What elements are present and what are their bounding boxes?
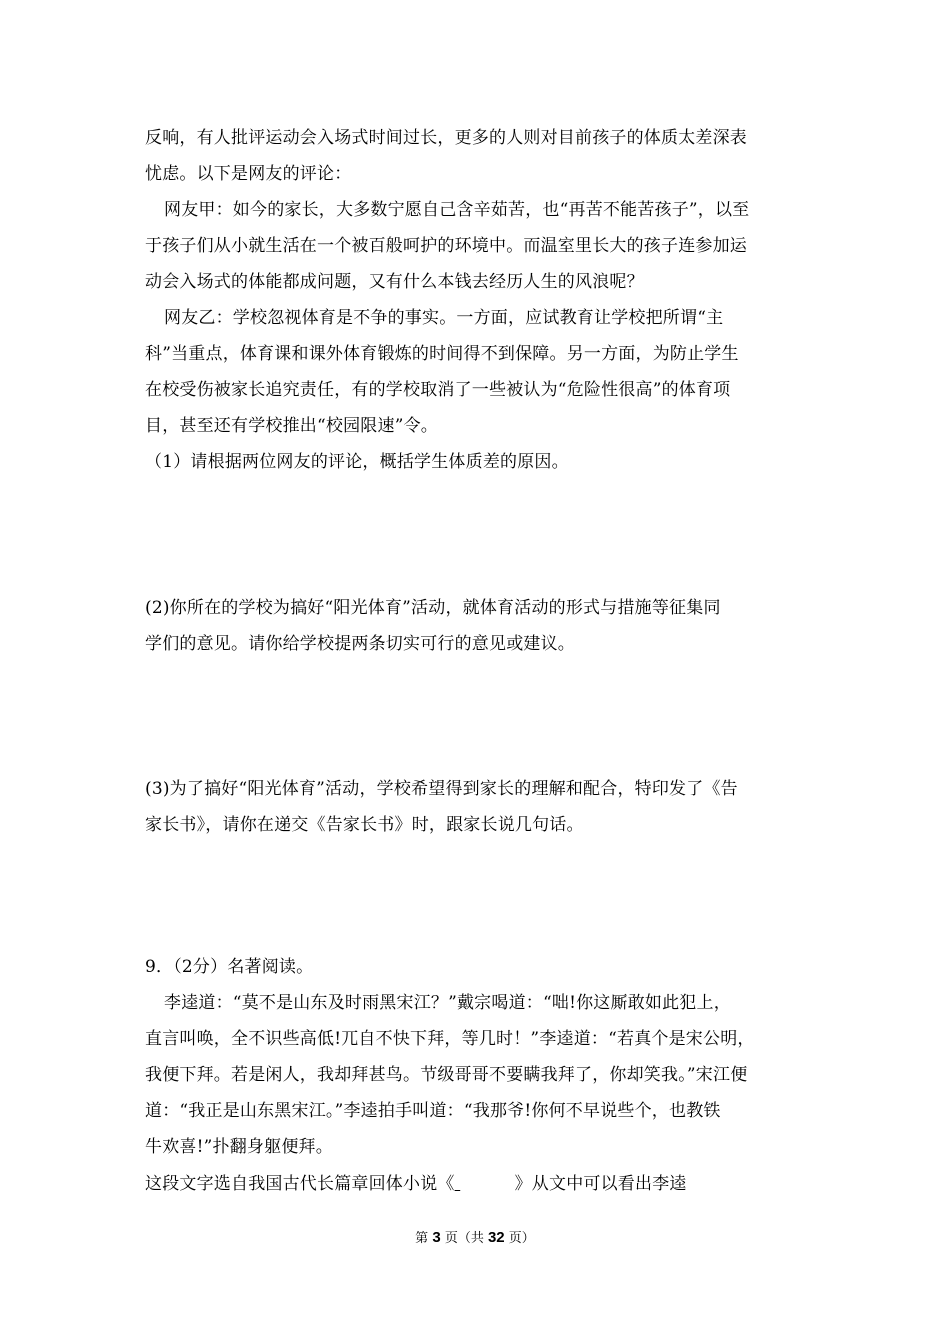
answer-blank <box>455 1172 515 1196</box>
current-page-number: 3 <box>432 1229 441 1246</box>
fill-in-suffix: 》从文中可以看出李逵 <box>514 1174 687 1194</box>
text-line: 牛欢喜!”扑翻身躯便拜。 <box>145 1137 333 1157</box>
question-2: (2)你所在的学校为搞好“阳光体育”活动，就体育活动的形式与措施等征集同 <box>145 598 721 618</box>
text-line: 直言叫唤，全不识些高低!兀自不快下拜，等几时！”李逵道：“若真个是宋公明， <box>145 1029 755 1049</box>
footer-suffix: 页） <box>508 1231 535 1246</box>
text-line: 家长书》，请你在递交《告家长书》时，跟家长说几句话。 <box>145 815 584 835</box>
question-3: (3)为了搞好“阳光体育”活动，学校希望得到家长的理解和配合，特印发了《告 <box>145 779 738 799</box>
commenter-a-paragraph: 网友甲：如今的家长，大多数宁愿自己含辛茹苦，也“再苦不能苦孩子”，以至 <box>164 200 750 220</box>
fill-in-question <box>145 1172 687 1196</box>
excerpt-paragraph: 李逵道：“莫不是山东及时雨黑宋江？”戴宗喝道：“咄!你这厮敢如此犯上， <box>164 993 731 1013</box>
text-line: 反响，有人批评运动会入场式时间过长，更多的人则对目前孩子的体质太差深表 <box>145 128 747 148</box>
text-line: 目，甚至还有学校推出“校园限速”令。 <box>145 416 438 436</box>
text-line: 我便下拜。若是闲人，我却拜甚鸟。节级哥哥不要瞒我拜了，你却笑我。”宋江便 <box>145 1065 748 1085</box>
commenter-b-paragraph: 网友乙：学校忽视体育是不争的事实。一方面，应试教育让学校把所谓“主 <box>164 308 724 328</box>
text-line: 科”当重点，体育课和课外体育锻炼的时间得不到保障。另一方面，为防止学生 <box>145 344 739 364</box>
page-footer <box>0 1228 950 1249</box>
total-page-number: 32 <box>487 1229 505 1246</box>
footer-prefix: 第 <box>415 1231 429 1246</box>
text-line: 学们的意见。请你给学校提两条切实可行的意见或建议。 <box>145 634 575 654</box>
footer-mid: 页（共 <box>444 1231 484 1246</box>
text-line: 在校受伤被家长追究责任，有的学校取消了一些被认为“危险性很高”的体育项 <box>145 380 731 400</box>
text-line: 于孩子们从小就生活在一个被百般呵护的环境中。而温室里长大的孩子连参加运 <box>145 236 747 256</box>
question-9-heading: 9．（2分）名著阅读。 <box>145 957 314 977</box>
text-line: 忧虑。以下是网友的评论： <box>145 164 352 184</box>
text-line: 动会入场式的体能都成问题，又有什么本钱去经历人生的风浪呢？ <box>145 272 644 292</box>
question-1: （1）请根据两位网友的评论，概括学生体质差的原因。 <box>145 452 569 472</box>
text-line: 道：“我正是山东黑宋江。”李逵拍手叫道：“我那爷!你何不早说些个，也教铁 <box>145 1101 721 1121</box>
fill-in-prefix: 这段文字选自我国古代长篇章回体小说《 <box>145 1174 455 1194</box>
